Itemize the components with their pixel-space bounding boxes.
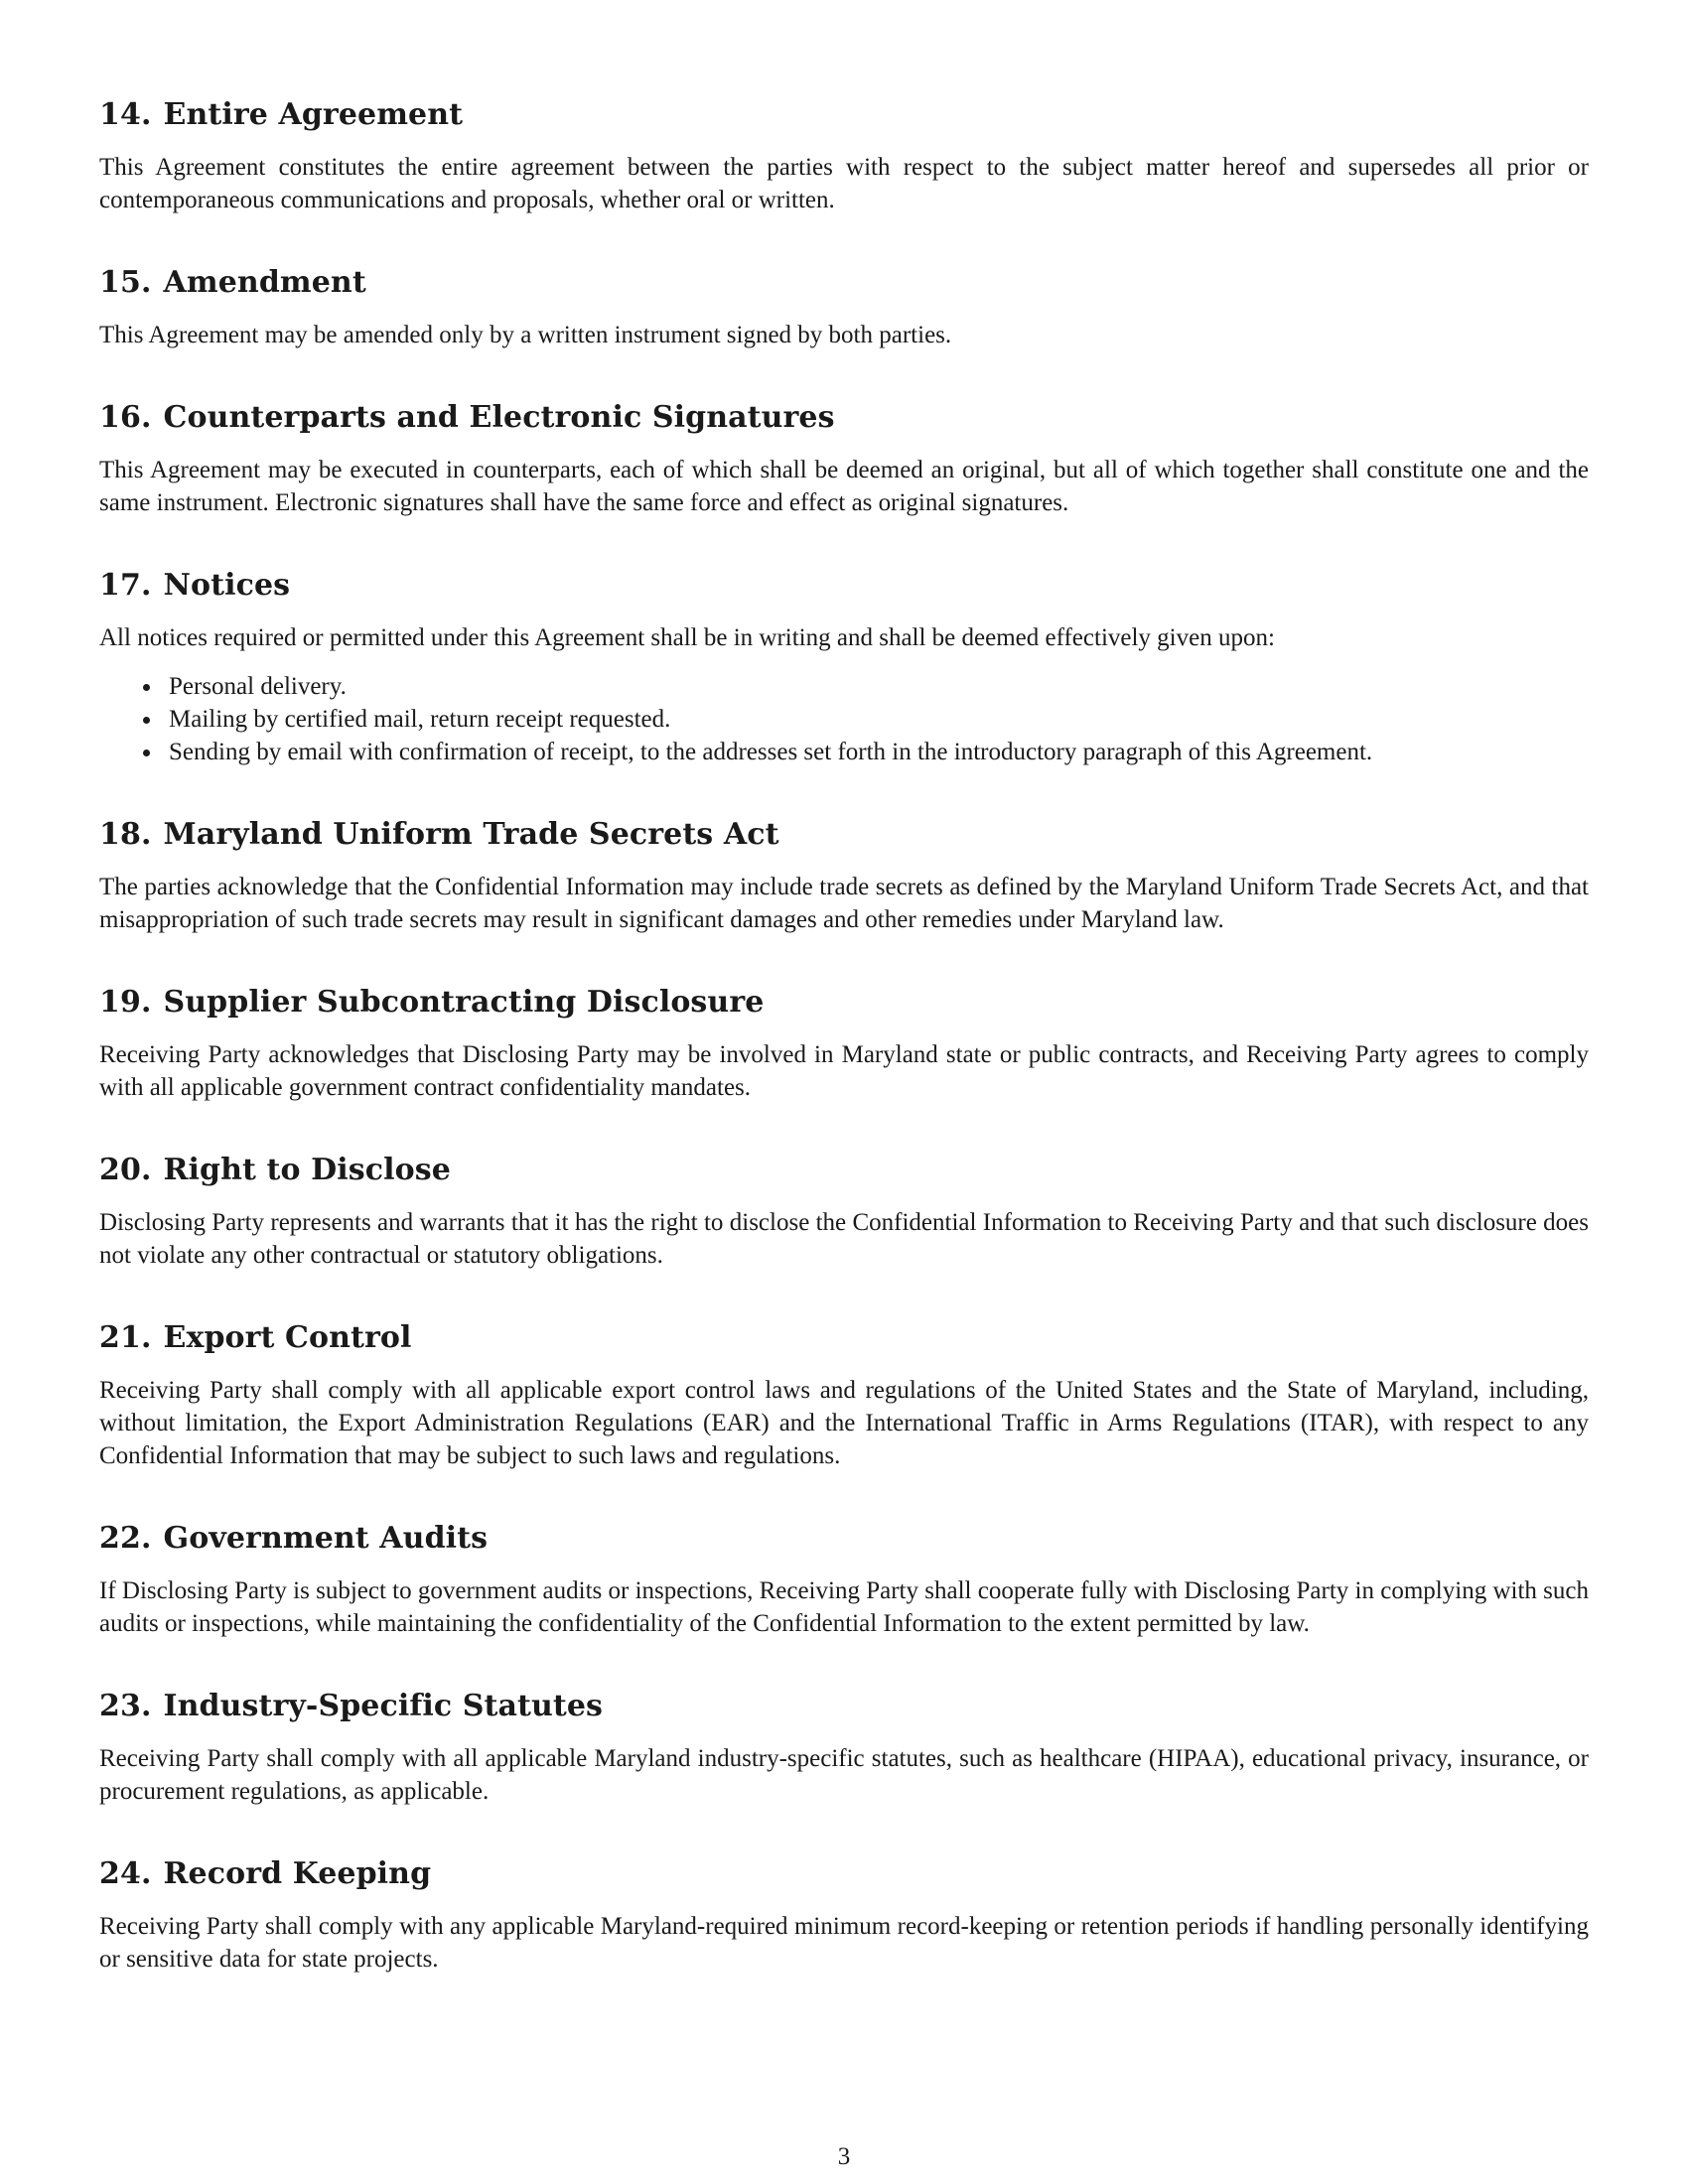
section-heading: Amendment [163, 265, 366, 300]
section-body: Receiving Party shall comply with all applicable Maryland industry-specific statutes, such as healthcare (HIPAA), educational privacy, insurance, or procurement regulations, as applicable. [99, 1745, 1589, 1805]
section-body: Receiving Party shall comply with all applicable export control laws and regulations of the United States and the State of Maryland, including, without limitation, the Export Administration Regulations (EAR) and the International Traffic in Arms Regulations (ITAR), with respect to any Confidential Information that may be subject to such laws and regulations. [99, 1377, 1589, 1469]
section-number: 17. [99, 568, 152, 603]
section-heading: Export Control [163, 1320, 412, 1355]
section-title [99, 815, 1589, 855]
section-title [99, 1687, 1589, 1726]
list-item [125, 670, 1589, 703]
bullet-icon [143, 717, 150, 724]
section-body: This Agreement may be amended only by a written instrument signed by both parties. [99, 322, 952, 348]
section-number: 21. [99, 1320, 152, 1355]
list-item-text: Personal delivery. [169, 673, 347, 700]
section-body: Disclosing Party represents and warrants that it has the right to disclose the Confidential Information to Receiving Party and that such disclosure does not violate any other contractual or statutory obligations. [99, 1209, 1589, 1269]
bullet-icon [143, 750, 150, 756]
section-17 [99, 566, 1589, 768]
section-body: If Disclosing Party is subject to government audits or inspections, Receiving Party shall cooperate fully with Disclosing Party in complying with such audits or inspections, while maintaining the confidentiality of the Confidential Information to the extent permitted by law. [99, 1577, 1589, 1637]
section-body: All notices required or permitted under this Agreement shall be in writing and shall be deemed effectively given upon: [99, 624, 1275, 651]
section-15 [99, 263, 1589, 351]
section-22 [99, 1519, 1589, 1640]
section-24 [99, 1854, 1589, 1976]
section-body: This Agreement may be executed in counterparts, each of which shall be deemed an original, but all of which together shall constitute one and the same instrument. Electronic signatures shall have the same force and effect as original signatures. [99, 457, 1589, 516]
section-number: 22. [99, 1521, 152, 1556]
section-heading: Notices [163, 568, 291, 603]
list-item-text: Sending by email with confirmation of receipt, to the addresses set forth in the introductory paragraph of this Agreement. [169, 739, 1373, 765]
section-body: Receiving Party shall comply with any applicable Maryland-required minimum record-keeping or retention periods if handling personally identifying or sensitive data for state projects. [99, 1913, 1589, 1973]
section-body: Receiving Party acknowledges that Disclosing Party may be involved in Maryland state or public contracts, and Receiving Party agrees to comply with all applicable government contract confidentiality mandates. [99, 1041, 1589, 1101]
section-21 [99, 1318, 1589, 1472]
section-heading: Right to Disclose [163, 1153, 451, 1187]
list-item [125, 736, 1589, 768]
section-heading: Entire Agreement [163, 97, 464, 132]
section-title [99, 1519, 1589, 1559]
section-title [99, 263, 1589, 303]
section-body: This Agreement constitutes the entire agreement between the parties with respect to the subject matter hereof and supersedes all prior or contemporaneous communications and proposals, whether oral or written. [99, 154, 1589, 213]
section-body: The parties acknowledge that the Confidential Information may include trade secrets as defined by the Maryland Uniform Trade Secrets Act, and that misappropriation of such trade secrets may result in significant damages and other remedies under Maryland law. [99, 874, 1589, 933]
list-item [125, 703, 1589, 736]
section-20 [99, 1151, 1589, 1272]
section-heading: Government Audits [163, 1521, 489, 1556]
section-number: 18. [99, 817, 152, 852]
section-heading: Maryland Uniform Trade Secrets Act [163, 817, 779, 852]
section-number: 19. [99, 985, 152, 1020]
section-number: 14. [99, 97, 152, 132]
section-title [99, 1151, 1589, 1190]
section-title [99, 1318, 1589, 1358]
section-title [99, 1854, 1589, 1894]
section-heading: Record Keeping [163, 1856, 432, 1891]
section-title [99, 983, 1589, 1023]
section-heading: Industry-Specific Statutes [163, 1689, 604, 1723]
notice-methods-list [99, 670, 1589, 768]
section-number: 20. [99, 1153, 152, 1187]
section-heading: Counterparts and Electronic Signatures [163, 400, 835, 435]
section-18 [99, 815, 1589, 936]
document-page [99, 95, 1589, 2022]
section-23 [99, 1687, 1589, 1808]
section-heading: Supplier Subcontracting Disclosure [163, 985, 765, 1020]
section-number: 23. [99, 1689, 152, 1723]
section-14 [99, 95, 1589, 216]
section-title [99, 566, 1589, 606]
section-19 [99, 983, 1589, 1104]
list-item-text: Mailing by certified mail, return receipt requested. [169, 706, 671, 733]
section-number: 24. [99, 1856, 152, 1891]
bullet-icon [143, 684, 150, 691]
section-number: 15. [99, 265, 152, 300]
section-number: 16. [99, 400, 152, 435]
section-title [99, 95, 1589, 135]
section-title [99, 398, 1589, 438]
section-16 [99, 398, 1589, 519]
page-number: 3 [837, 2143, 851, 2170]
